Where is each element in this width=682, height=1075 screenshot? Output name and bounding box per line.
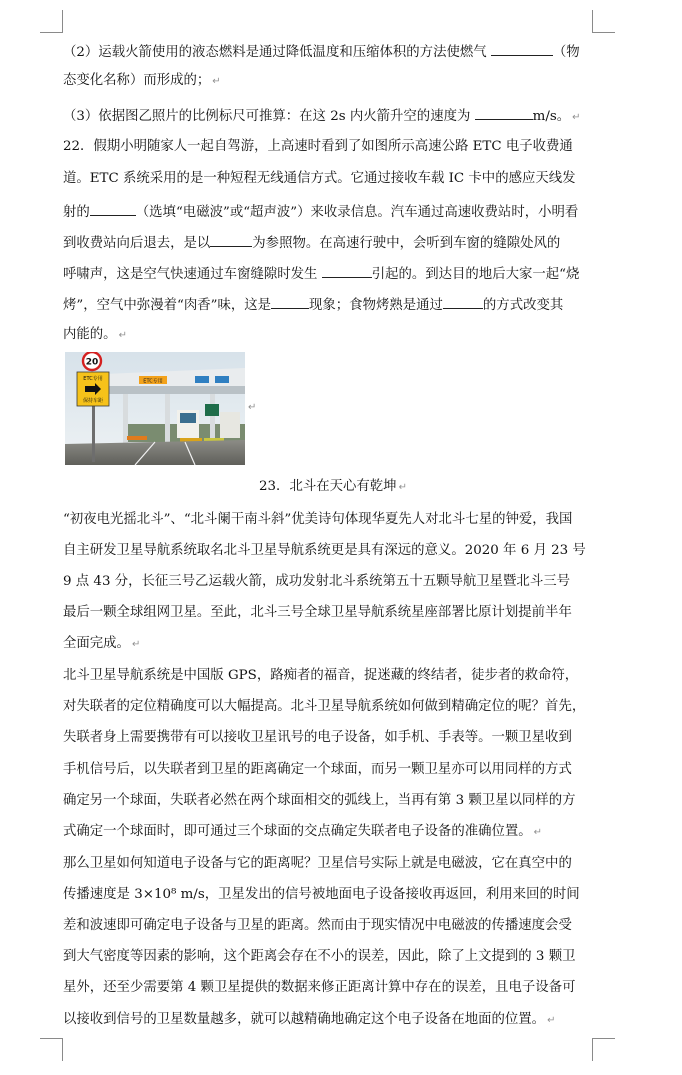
q22-line-2: 道。ETC 系统采用的是一种短程无线通信方式。它通过接收车载 IC 卡中的感应天线发 xyxy=(63,171,576,186)
para1-line-2: 自主研发卫星导航系统取名北斗卫星导航系统更是具有深远的意义。2020 年 6 月 23 号 xyxy=(63,543,586,558)
q22-line-5: 呼啸声，这是空气快速通过车窗缝隙时发生 引起的。到达目的地后大家一起“烧 xyxy=(63,264,603,284)
answer-blank[interactable] xyxy=(491,42,553,56)
para2-line-3: 失联者身上需要携带有可以接收卫星讯号的电子设备，如手机、手表等。一颗卫星收到 xyxy=(63,730,572,745)
answer-blank[interactable] xyxy=(210,233,252,247)
q22-line-1: 22．假期小明随家人一起自驾游，上高速时看到了如图所示高速公路 ETC 电子收费通 xyxy=(63,139,573,154)
para3-line-3: 差和波速即可确定电子设备与卫星的距离。然而由于现实情况中电磁波的传播速度会受 xyxy=(63,918,572,933)
paragraph-mark-icon: ↵ xyxy=(547,1015,556,1026)
paragraph-mark-icon: ↵ xyxy=(212,76,221,87)
q21-part3-line: （3）依据图乙照片的比例标尺可推算：在这 2s 内火箭升空的速度为 m/s。 ↵ xyxy=(63,106,603,127)
paragraph-mark-icon: ↵ xyxy=(248,402,257,413)
canopy-etc-label: ETC专用 xyxy=(143,378,163,385)
answer-blank[interactable] xyxy=(475,106,533,120)
para3-line-1: 那么卫星如何知道电子设备与它的距离呢？卫星信号实际上就是电磁波，它在真空中的 xyxy=(63,856,572,871)
para2-line-6: 式确定一个球面时，即可通过三个球面的交点确定失联者电子设备的准确位置。 ↵ xyxy=(63,824,543,839)
q22-line-7: 内能的。 ↵ xyxy=(63,327,127,342)
crop-mark-top-left xyxy=(40,10,63,33)
para1-line-3: 9 点 43 分，长征三号乙运载火箭，成功发射北斗系统第五十五颗导航卫星暨北斗三号 xyxy=(63,574,570,589)
speed-limit-sign: 20 xyxy=(85,357,99,368)
paragraph-mark-icon: ↵ xyxy=(533,827,543,838)
para3-line-2: 传播速度是 3×10⁸ m/s，卫星发出的信号被地面电子设备接收再返回，利用来回的时间 xyxy=(63,887,580,902)
crop-mark-bottom-left xyxy=(40,1038,63,1061)
section-title: 23．北斗在天心有乾坤 ↵ xyxy=(259,479,407,494)
para3-line-5: 星外，还至少需要第 4 颗卫星提供的数据来修正距离计算中存在的误差，且电子设备可 xyxy=(63,980,576,995)
para2-line-4: 手机信号后，以失联者到卫星的距离确定一个球面，而另一颗卫星亦可以用同样的方式 xyxy=(63,762,572,777)
q22-line-4: 到收费站向后退去，是以 为参照物。在高速行驶中，会听到车窗的缝隙处风的 xyxy=(63,233,603,253)
para1-line-5: 全面完成。 ↵ xyxy=(63,636,141,651)
paragraph-mark-icon: ↵ xyxy=(398,482,407,493)
answer-blank[interactable] xyxy=(90,202,136,216)
para1-line-1: “初夜电光摇北斗”、“北斗阑干南斗斜”优美诗句体现华夏先人对北斗七星的钟爱，我国 xyxy=(63,512,573,527)
paragraph-mark-icon: ↵ xyxy=(131,639,141,650)
crop-mark-bottom-right xyxy=(592,1038,615,1061)
keep-distance-sign-text: 保持车距 xyxy=(82,398,104,404)
paragraph-mark-icon: ↵ xyxy=(572,112,581,123)
q22-line-3: 射的 （选填“电磁波”或“超声波”）来收录信息。汽车通过高速收费站时，小明看 xyxy=(63,202,603,222)
q21-part2-line-1: （2）运载火箭使用的液态燃料是通过降低温度和压缩体积的方法使燃气 （物 xyxy=(63,42,603,62)
etc-lane-sign-text: ETC专用 xyxy=(83,376,103,382)
para2-line-1: 北斗卫星导航系统是中国版 GPS，路痴者的福音，捉迷藏的终结者，徒步者的救命符， xyxy=(63,668,579,683)
q21-part2-line-2: 态变化名称）而形成的； ↵ xyxy=(63,73,221,88)
answer-blank[interactable] xyxy=(443,295,483,309)
para2-line-5: 确定另一个球面，失联者必然在两个球面相交的弧线上，当再有第 3 颗卫星以同样的方 xyxy=(63,793,576,808)
para1-line-4: 最后一颗全球组网卫星。至此，北斗三号全球卫星导航系统星座部署比原计划提前半年 xyxy=(63,605,572,620)
para2-line-2: 对失联者的定位精确度可以大幅提高。北斗卫星导航系统如何做到精确定位的呢？首先， xyxy=(63,699,586,714)
answer-blank[interactable] xyxy=(322,264,372,278)
etc-toll-station-photo xyxy=(65,352,245,465)
crop-mark-top-right xyxy=(592,10,615,33)
paragraph-mark-icon: ↵ xyxy=(118,330,127,341)
para3-line-6: 以接收到信号的卫星数量越多，就可以越精确地确定这个电子设备在地面的位置。 ↵ xyxy=(63,1012,556,1027)
para3-line-4: 到大气密度等因素的影响，这个距离会存在不小的误差，因此，除了上文提到的 3 颗卫 xyxy=(63,949,576,964)
q22-line-6: 烤”，空气中弥漫着“肉香”味，这是 现象；食物烤熟是通过 的方式改变其 xyxy=(63,295,603,315)
answer-blank[interactable] xyxy=(271,295,309,309)
